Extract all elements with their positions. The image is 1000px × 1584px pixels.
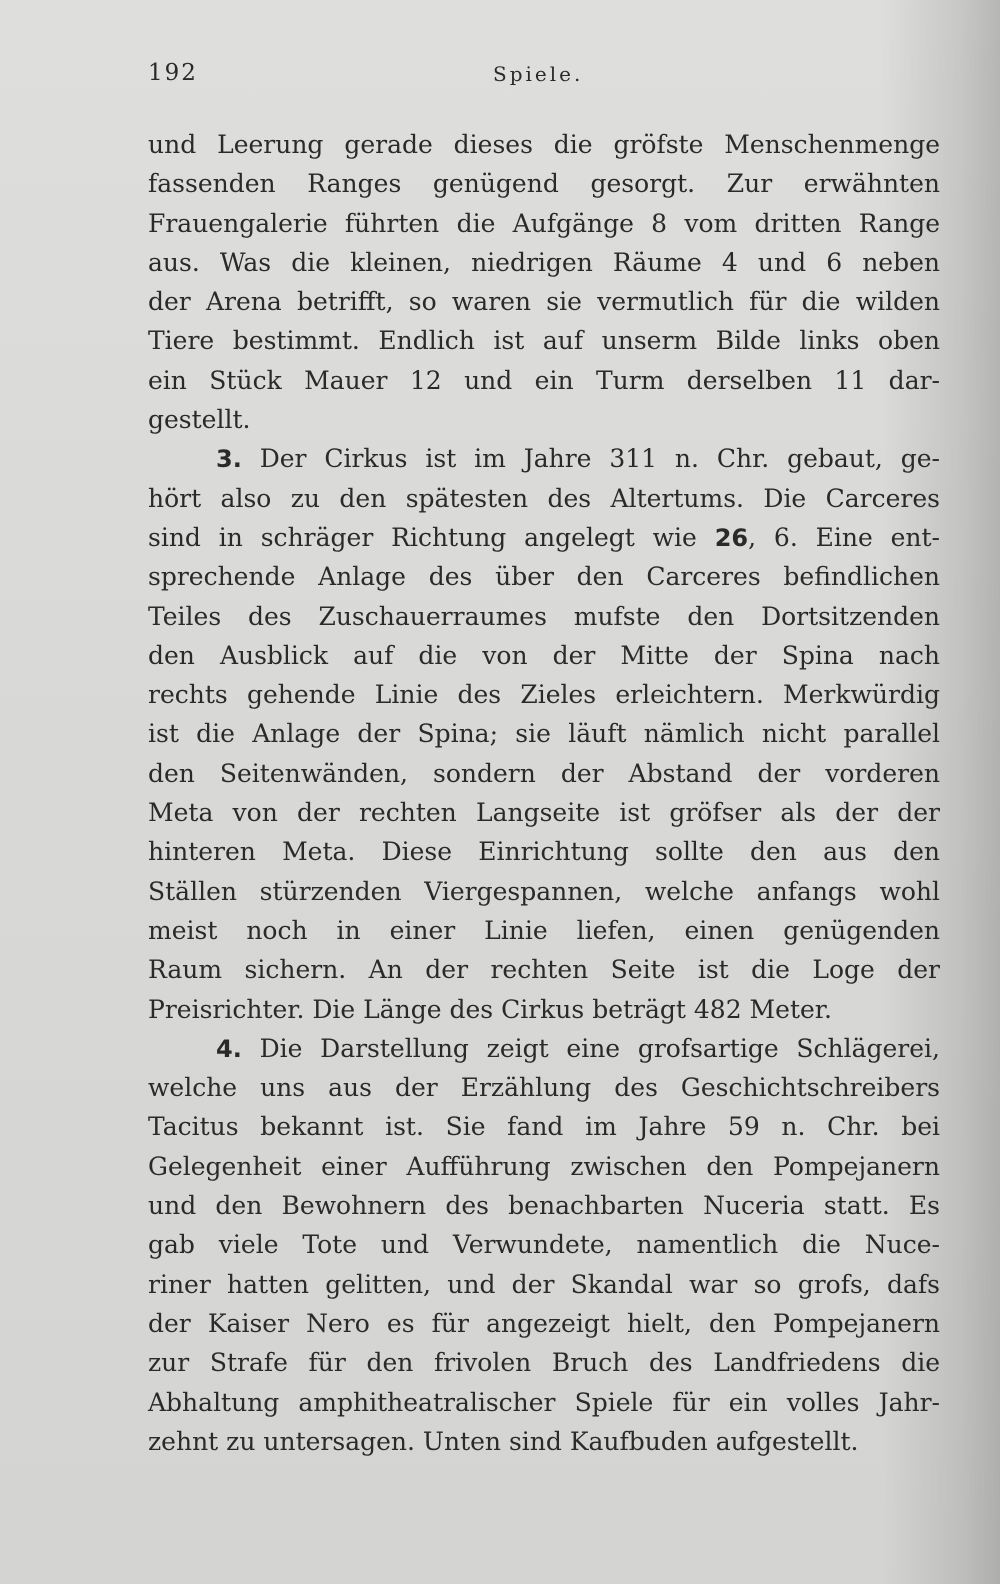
- text-segment: fassenden Ranges genügend gesorgt. Zur erwähnten: [148, 169, 940, 199]
- text-line: [148, 754, 940, 793]
- text-segment: sind in schräger Richtung angelegt wie: [148, 522, 715, 552]
- text-segment: Meta von der rechten Langseite ist gröfser als der der: [148, 798, 940, 828]
- text-line: [148, 911, 940, 950]
- body-text: [148, 125, 940, 1461]
- text-segment: Teiles des Zuschauerraumes mufste den Dortsitzenden: [148, 601, 940, 631]
- text-segment: rechts gehende Linie des Zieles erleichtern. Merkwürdig: [148, 680, 940, 710]
- text-segment: Ställen stürzenden Viergespannen, welche anfangs wohl: [148, 876, 940, 906]
- section-number: 4.: [216, 1034, 242, 1063]
- text-line: [148, 557, 940, 596]
- text-line: [148, 1186, 940, 1225]
- text-segment: Der Cirkus ist im Jahre 311 n. Chr. gebaut, ge-: [241, 444, 940, 474]
- text-segment: hört also zu den spätesten des Altertums. Die Carceres: [148, 483, 940, 513]
- text-segment: Die Darstellung zeigt eine grofsartige Schlägerei,: [241, 1033, 940, 1063]
- text-segment: Raum sichern. An der rechten Seite ist die Loge der: [148, 955, 940, 985]
- text-line: [148, 1107, 940, 1146]
- text-line: [148, 714, 940, 753]
- text-segment: der Kaiser Nero es für angezeigt hielt, den Pompejanern: [148, 1308, 940, 1338]
- text-line: [148, 832, 940, 871]
- text-segment: zur Strafe für den frivolen Bruch des Landfriedens die: [148, 1348, 940, 1378]
- text-line: [148, 793, 940, 832]
- text-line: [148, 1147, 940, 1186]
- text-line: [148, 1422, 940, 1461]
- page-header: [148, 60, 938, 96]
- text-segment: meist noch in einer Linie liefen, einen genügenden: [148, 915, 940, 945]
- text-line: [148, 479, 940, 518]
- text-line: [148, 204, 940, 243]
- text-line: [148, 950, 940, 989]
- text-line: [148, 439, 940, 478]
- text-segment: , 6. Eine ent-: [748, 522, 940, 552]
- text-line: [148, 400, 940, 439]
- figure-reference: 26: [714, 523, 749, 552]
- text-segment: den Seitenwänden, sondern der Abstand der vorderen: [148, 758, 940, 788]
- text-line: [148, 164, 940, 203]
- text-line: [148, 675, 940, 714]
- text-line: [148, 518, 940, 557]
- text-segment: hinteren Meta. Diese Einrichtung sollte den aus den: [148, 837, 940, 867]
- text-segment: zehnt zu untersagen. Unten sind Kaufbuden aufgestellt.: [148, 1426, 859, 1456]
- text-line: [148, 125, 940, 164]
- text-line: [148, 243, 940, 282]
- text-line: [148, 1225, 940, 1264]
- text-segment: der Arena betrifft, so waren sie vermutlich für die wilden: [148, 287, 940, 317]
- text-segment: und den Bewohnern des benachbarten Nuceria statt. Es: [148, 1191, 940, 1221]
- text-line: [148, 282, 940, 321]
- page-number: 192: [148, 60, 198, 86]
- text-line: [148, 597, 940, 636]
- text-line: [148, 990, 940, 1029]
- section-number: 3.: [216, 445, 242, 474]
- text-segment: gab viele Tote und Verwundete, namentlich die Nuce-: [148, 1230, 940, 1260]
- text-segment: Frauengalerie führten die Aufgänge 8 vom dritten Range: [148, 208, 940, 238]
- text-line: [148, 1304, 940, 1343]
- text-line: [148, 1029, 940, 1068]
- running-head: Spiele.: [493, 62, 584, 86]
- text-line: [148, 321, 940, 360]
- text-segment: Gelegenheit einer Aufführung zwischen den Pompejanern: [148, 1151, 940, 1181]
- text-segment: riner hatten gelitten, und der Skandal war so grofs, dafs: [148, 1269, 940, 1299]
- text-line: [148, 1265, 940, 1304]
- text-segment: Tiere bestimmt. Endlich ist auf unserm Bilde links oben: [148, 326, 940, 356]
- text-segment: sprechende Anlage des über den Carceres befindlichen: [148, 562, 940, 592]
- text-line: [148, 361, 940, 400]
- text-line: [148, 636, 940, 675]
- text-segment: ist die Anlage der Spina; sie läuft nämlich nicht parallel: [148, 719, 940, 749]
- text-line: [148, 1343, 940, 1382]
- text-segment: Tacitus bekannt ist. Sie fand im Jahre 59 n. Chr. bei: [148, 1112, 940, 1142]
- text-line: [148, 872, 940, 911]
- text-line: [148, 1068, 940, 1107]
- text-segment: gestellt.: [148, 405, 251, 435]
- text-segment: aus. Was die kleinen, niedrigen Räume 4 und 6 neben: [148, 247, 940, 277]
- text-segment: welche uns aus der Erzählung des Geschichtschreibers: [148, 1073, 940, 1103]
- text-segment: Abhaltung amphitheatralischer Spiele für ein volles Jahr-: [148, 1387, 940, 1417]
- text-segment: den Ausblick auf die von der Mitte der Spina nach: [148, 640, 940, 670]
- text-line: [148, 1383, 940, 1422]
- text-segment: Preisrichter. Die Länge des Cirkus beträgt 482 Meter.: [148, 994, 832, 1024]
- text-segment: ein Stück Mauer 12 und ein Turm derselben 11 dar-: [148, 365, 940, 395]
- text-segment: und Leerung gerade dieses die gröfste Menschenmenge: [148, 130, 940, 159]
